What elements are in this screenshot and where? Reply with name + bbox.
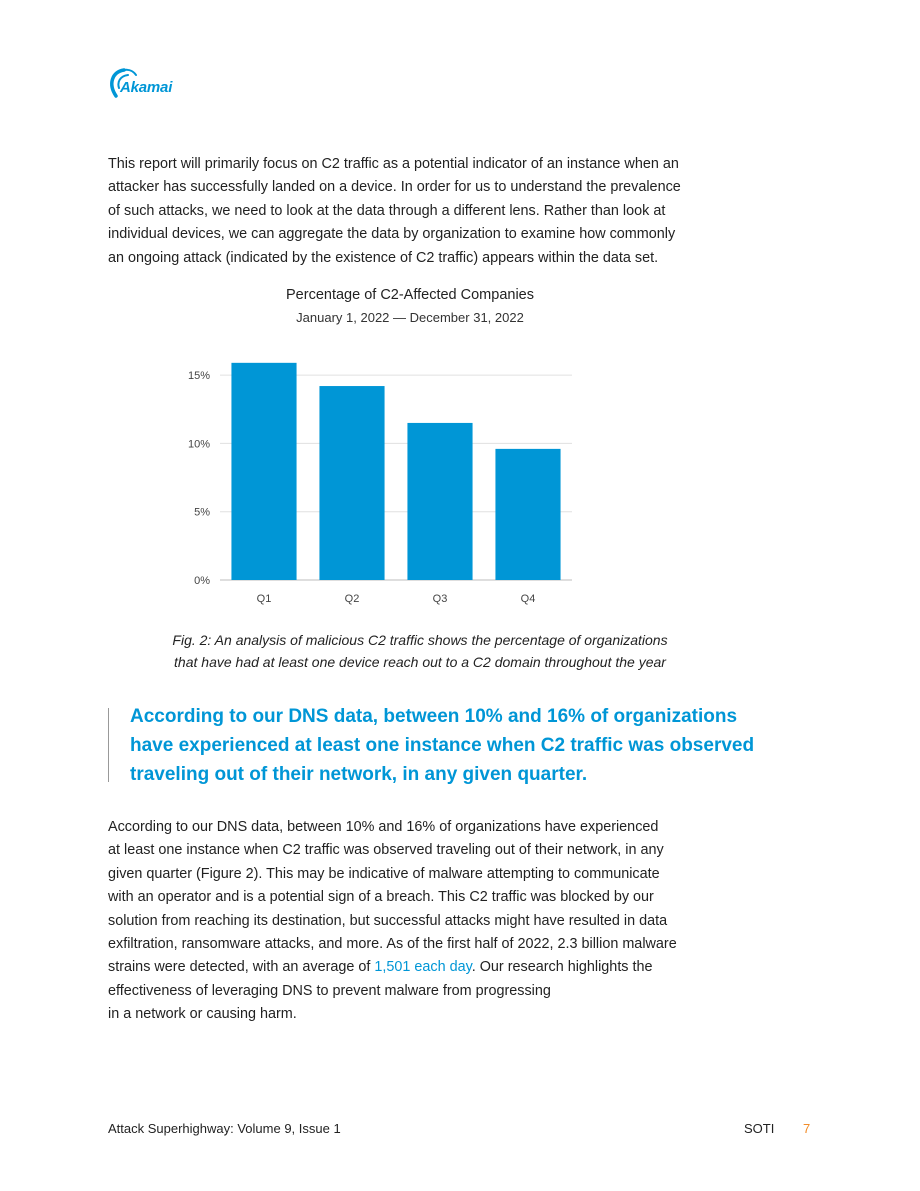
malware-per-day-link[interactable]: 1,501 each day [374, 959, 472, 976]
body-line: According to our DNS data, between 10% and 16% of organizations have experienced [108, 819, 659, 835]
footer-publication: Attack Superhighway: Volume 9, Issue 1 [108, 1121, 341, 1136]
pullquote-line: have experienced at least one instance when C2 traffic was observed [130, 735, 755, 756]
intro-line: This report will primarily focus on C2 traffic as a potential indicator of an instance when an [108, 156, 679, 172]
intro-paragraph [108, 153, 728, 270]
x-tick-label: Q2 [344, 593, 360, 605]
intro-line: of such attacks, we need to look at the data through a different lens. Rather than look at [108, 202, 666, 219]
caption-line: that have had at least one device reach out to a C2 domain throughout the year [174, 654, 666, 670]
body-line: effectiveness of leveraging DNS to prevent malware from progressing [108, 982, 551, 999]
y-tick-label: 5% [194, 506, 210, 519]
intro-line: attacker has successfully landed on a device. In order for us to understand the prevalence [108, 179, 681, 196]
body-line [108, 956, 728, 979]
caption-line: Fig. 2: An analysis of malicious C2 traffic shows the percentage of organizations [172, 632, 668, 648]
chart-title: Percentage of C2-Affected Companies [286, 287, 534, 303]
y-tick-label: 10% [187, 438, 210, 451]
bar-chart [160, 340, 590, 620]
body-paragraph [108, 816, 728, 1027]
brand-name: Akamai [120, 79, 173, 96]
y-tick-label: 0% [194, 575, 210, 587]
y-tick-label: 15% [187, 370, 210, 383]
page-number: 7 [803, 1121, 811, 1136]
footer-section: SOTI [744, 1121, 775, 1136]
pullquote-rule [108, 708, 109, 782]
body-line: in a network or causing harm. [108, 1006, 297, 1023]
pullquote-line: traveling out of their network, in any given quarter. [130, 764, 588, 785]
body-line: at least one instance when C2 traffic was observed traveling out of their network, in any [108, 842, 664, 859]
pullquote-line: According to our DNS data, between 10% and 16% of organizations [130, 706, 738, 727]
body-line: given quarter (Figure 2). This may be indicative of malware attempting to communicate [108, 865, 660, 882]
body-line: solution from reaching its destination, but successful attacks might have resulted in data [108, 912, 668, 929]
body-text: . Our research highlights the [471, 959, 653, 976]
bar [495, 449, 560, 580]
bar [407, 423, 472, 580]
intro-line: individual devices, we can aggregate the data by organization to examine how commonly [108, 226, 676, 243]
figure-caption [120, 629, 720, 673]
x-tick-label: Q1 [256, 593, 272, 605]
akamai-logo [106, 66, 186, 100]
body-line: with an operator and is a potential sign of a breach. This C2 traffic was blocked by our [108, 889, 654, 906]
x-tick-label: Q4 [520, 593, 536, 605]
chart-subtitle: January 1, 2022 — December 31, 2022 [296, 310, 524, 325]
intro-line: an ongoing attack (indicated by the existence of C2 traffic) appears within the data set. [108, 249, 659, 266]
bar [319, 386, 384, 580]
bar [231, 363, 296, 580]
x-tick-label: Q3 [432, 593, 448, 605]
pullquote [130, 702, 770, 789]
body-line: exfiltration, ransomware attacks, and more. As of the first half of 2022, 2.3 billion malware [108, 936, 677, 953]
body-text: strains were detected, with an average of [108, 959, 375, 976]
